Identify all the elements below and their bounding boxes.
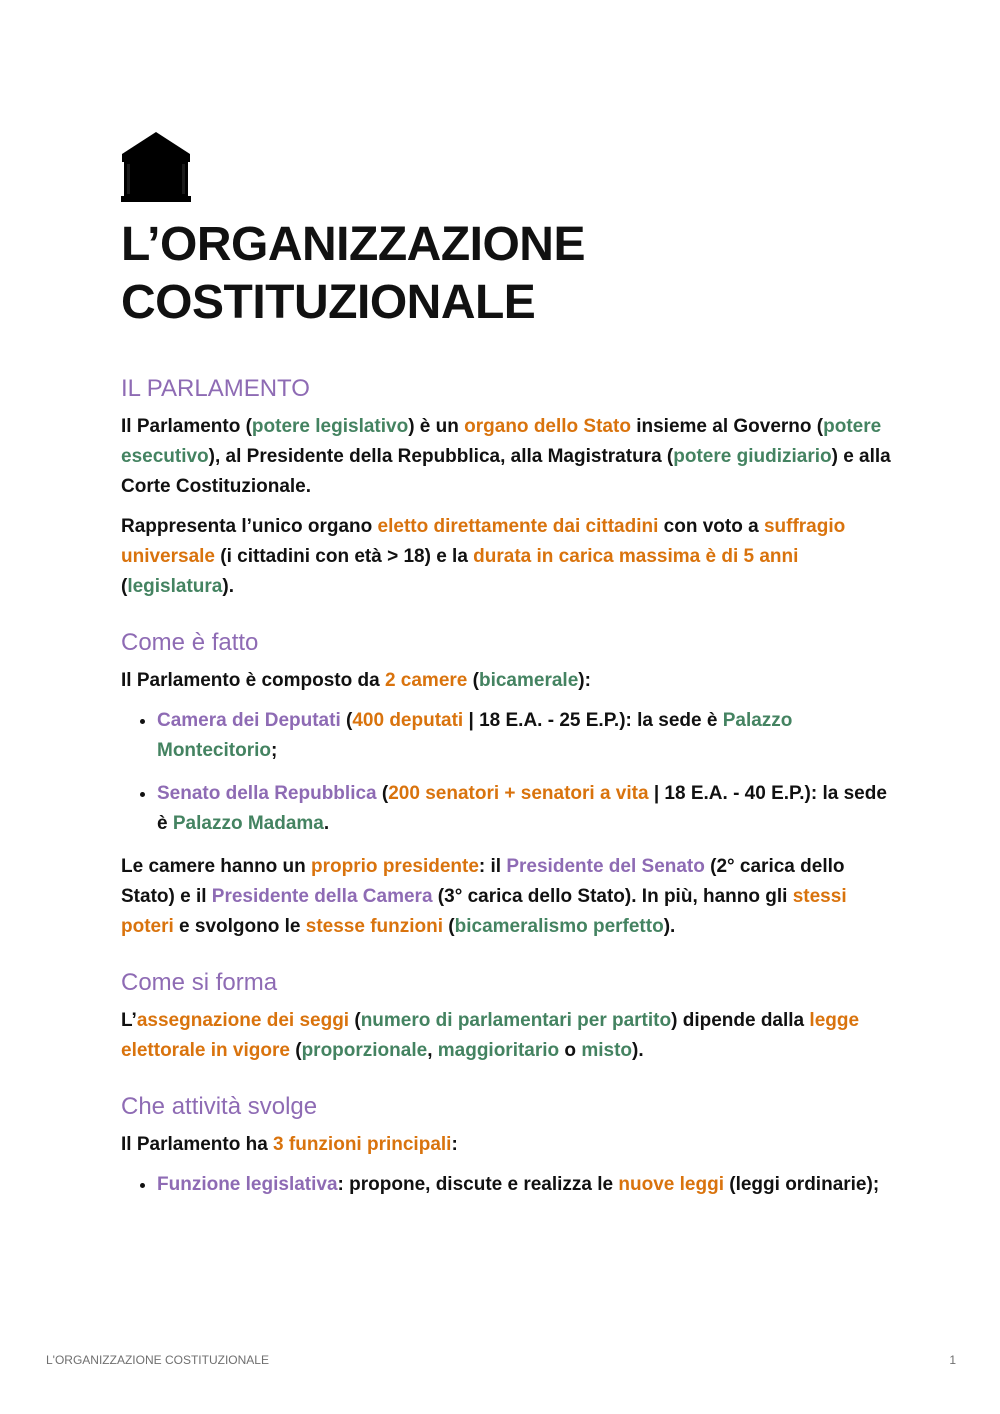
text-run: Le camere hanno un [121,856,312,877]
list-item [157,706,891,766]
highlight-text: stesse funzioni [305,916,444,937]
text-run: L’ [121,1010,137,1031]
page-title [121,216,891,332]
page-title-line: COSTITUZIONALE [121,276,536,329]
highlight-text: Palazzo Montecitorio [157,710,793,761]
text-run: ) è un [408,416,465,437]
highlight-text: 3 funzioni principali [273,1134,452,1155]
highlight-text: durata in carica massima è di 5 anni [473,546,799,567]
text-run: Il Parlamento è composto da [121,670,385,691]
highlight-text: 200 senatori + senatori a vita [388,783,649,804]
highlight-text: stessi poteri [121,886,847,937]
highlight-text: legge elettorale in vigore [121,1010,860,1061]
document-page [121,130,891,1213]
text-run: (3° carica dello Stato). In più, hanno gli [432,886,793,907]
text-run: insieme al Governo ( [630,416,824,437]
text-run: : [451,1134,458,1155]
text-run: ) e alla Corte Costituzionale. [121,446,891,497]
highlight-text: bicamerale [478,670,579,691]
text-run: (i cittadini con età > 18) e la [215,546,474,567]
text-run: . [323,813,330,834]
text-run: ), al Presidente della Repubblica, alla Magistratura ( [208,446,674,467]
text-run: ( [289,1040,302,1061]
text-run: Il Parlamento ( [121,416,252,437]
highlight-text: Camera dei Deputati [157,710,341,731]
paragraph [121,666,891,696]
highlight-text: nuove leggi [618,1174,724,1195]
section-heading: Come è fatto [121,629,259,656]
highlight-text: maggioritario [437,1040,560,1061]
highlight-text: eletto direttamente dai cittadini [377,516,659,537]
text-run: ( [349,1010,361,1031]
highlight-text: potere esecutivo [121,416,882,467]
document-content [121,374,891,1200]
paragraph [121,512,891,602]
page-footer [46,1353,956,1367]
paragraph [121,852,891,942]
highlight-text: Palazzo Madama [172,813,324,834]
text-run: o [559,1040,582,1061]
highlight-text: 2 camere [384,670,468,691]
highlight-text: proporzionale [301,1040,428,1061]
text-run: | 18 E.A. - 25 E.P.): la sede è [463,710,723,731]
highlight-text: Presidente del Senato [506,856,705,877]
text-run: : propone, discute e realizza le [337,1174,619,1195]
highlight-text: organo dello Stato [464,416,631,437]
text-run: Rappresenta l’unico organo [121,516,378,537]
section-heading: IL PARLAMENTO [121,375,310,402]
highlight-text: numero di parlamentari per partito [360,1010,672,1031]
highlight-text: proprio presidente [311,856,479,877]
section-heading: Come si forma [121,969,278,996]
text-run: ): [578,670,591,691]
text-run: ( [340,710,353,731]
highlight-text: 400 deputati [352,710,464,731]
text-run: ( [376,783,389,804]
page-number: 1 [949,1353,956,1367]
highlight-text: misto [581,1040,633,1061]
text-run: ; [271,740,278,761]
text-run: (2° carica dello Stato) e il [121,856,845,907]
section-heading: Che attività svolge [121,1093,318,1120]
highlight-text: legislatura [127,576,223,597]
list-item [157,1170,891,1200]
paragraph [121,1006,891,1066]
text-run: ) dipende dalla [671,1010,810,1031]
highlight-text: potere giudiziario [673,446,832,467]
text-run: e svolgono le [173,916,306,937]
text-run: (leggi ordinarie); [723,1174,880,1195]
text-run: : il [478,856,507,877]
text-run: ( [467,670,479,691]
highlight-text: Presidente della Camera [211,886,433,907]
text-run: ). [222,576,234,597]
highlight-text: suffragio universale [121,516,846,567]
paragraph [121,412,891,502]
text-run: ). [632,1040,644,1061]
bullet-list [121,706,891,839]
page-title-line: L’ORGANIZZAZIONE [121,218,585,271]
highlight-text: assegnazione dei seggi [136,1010,350,1031]
text-run: | 18 E.A. - 40 E.P.): la sede è [157,783,887,834]
text-run: , [427,1040,438,1061]
parliament-building-icon [121,130,191,202]
text-run: con voto a [658,516,764,537]
text-run: ). [663,916,676,937]
highlight-text: Senato della Repubblica [157,783,377,804]
highlight-text: potere legislativo [251,416,409,437]
text-run: Il Parlamento ha [121,1134,274,1155]
paragraph [121,1130,891,1160]
highlight-text: bicameralismo perfetto [454,916,664,937]
text-run: ( [121,576,128,597]
list-item [157,779,891,839]
footer-document-title: L'ORGANIZZAZIONE COSTITUZIONALE [46,1353,269,1367]
bullet-list [121,1170,891,1200]
highlight-text: Funzione legislativa [157,1174,338,1195]
text-run: ( [443,916,455,937]
